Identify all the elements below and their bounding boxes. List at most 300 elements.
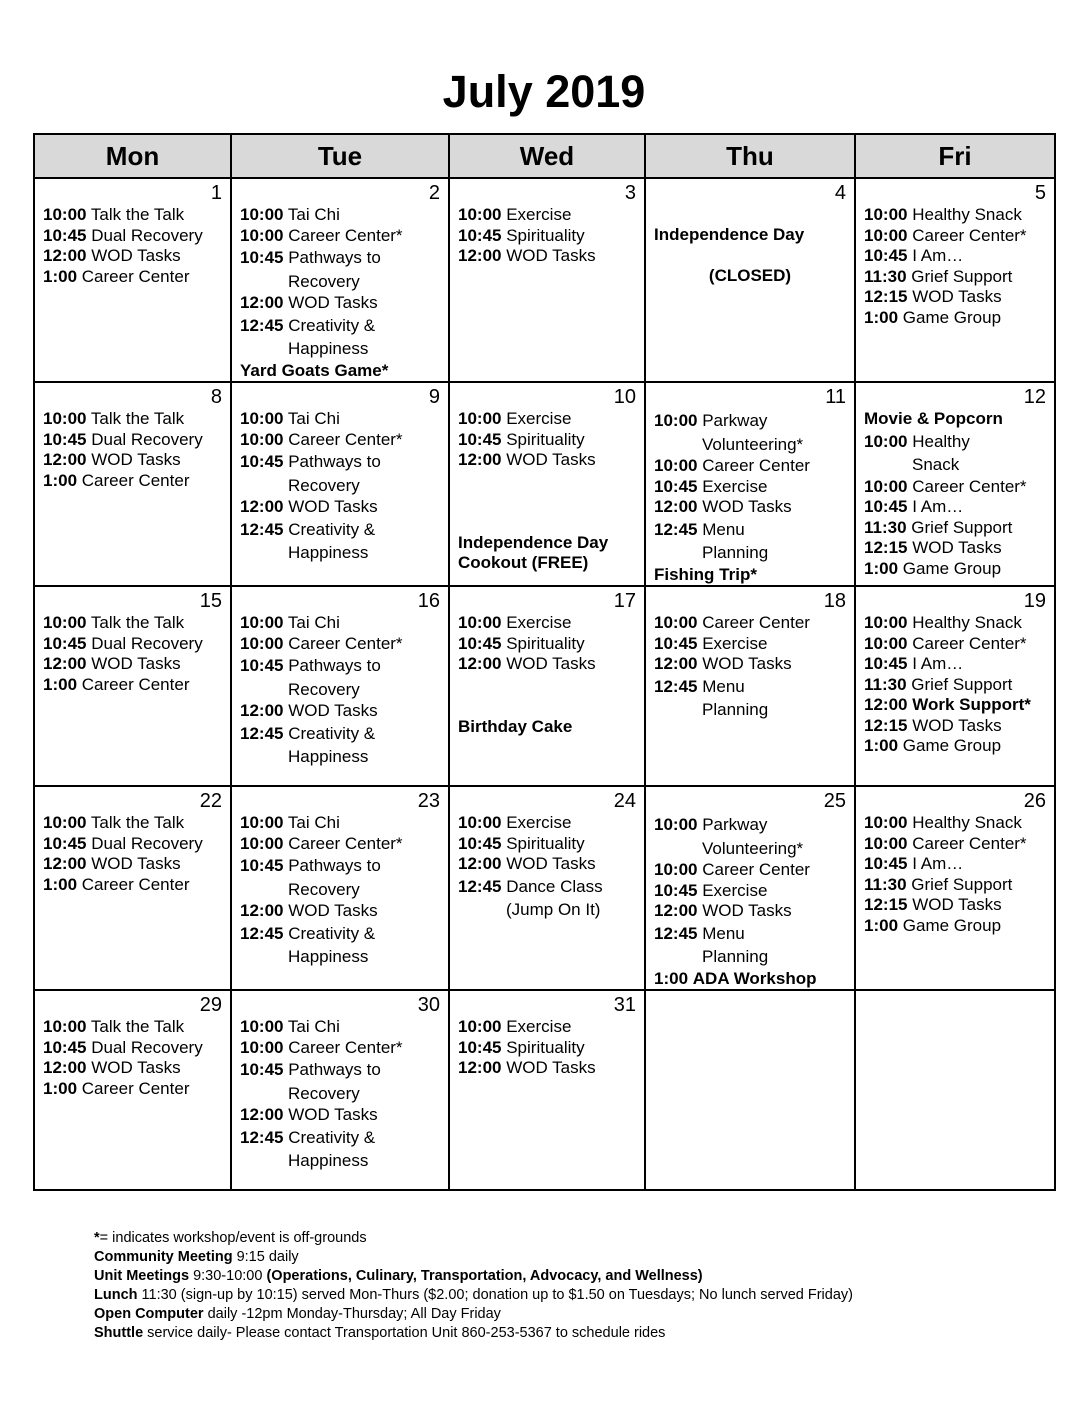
event-label: Spirituality [506, 833, 585, 853]
footnote-line [94, 1229, 853, 1248]
day-number: 4 [834, 182, 846, 204]
day-number: 9 [428, 386, 440, 408]
event-item [240, 205, 440, 226]
event-label: Career Center* [912, 633, 1027, 653]
event-time: 10:45 [43, 429, 87, 449]
event-item [654, 881, 846, 902]
event-time: 10:45 [43, 633, 87, 653]
spacer [654, 246, 846, 266]
event-item [864, 477, 1046, 498]
spacer [458, 675, 636, 717]
event-time: 10:00 [458, 1017, 502, 1036]
event-label: Talk the Talk [90, 409, 185, 428]
event-item [458, 634, 636, 655]
event-time: 10:00 [864, 431, 908, 451]
event-label: WOD Tasks [91, 854, 181, 873]
event-label: WOD Tasks [702, 654, 792, 673]
event-label: Creativity & [288, 723, 376, 743]
event-label: Spirituality [506, 225, 585, 245]
event-label: Game Group [902, 736, 1002, 755]
event-label: Spirituality [506, 1037, 585, 1057]
event-time: 10:00 [654, 411, 698, 430]
event-time: 10:00 [240, 205, 284, 224]
event-label: Exercise [506, 1017, 572, 1036]
event-time: 12:00 [458, 450, 502, 469]
day-cell [449, 382, 645, 586]
event-time: 10:00 [240, 409, 284, 428]
event-label: Pathways to [288, 656, 381, 675]
event-item [864, 287, 1046, 308]
day-number: 11 [825, 386, 846, 408]
calendar-grid [33, 133, 1056, 1191]
event-time: 12:15 [864, 287, 908, 306]
event-time: 1:00 [43, 266, 78, 286]
event-item [654, 675, 846, 699]
event-label: Work Support* [912, 695, 1031, 714]
footnote-key: Unit Meetings [94, 1268, 190, 1284]
event-item [864, 654, 1046, 675]
event-time: 1:00 [43, 1078, 78, 1098]
event-item [240, 922, 440, 946]
event-label: Creativity & [288, 923, 376, 943]
event-label: Tai Chi [287, 613, 340, 632]
event-item [240, 293, 440, 314]
event-label: Tai Chi [287, 409, 340, 428]
week-row [34, 586, 1055, 786]
event-label-continued: Recovery [288, 1083, 360, 1103]
event-item [458, 205, 636, 226]
event-item [240, 450, 440, 474]
event-time: 12:15 [864, 895, 908, 914]
event-time: 10:45 [458, 429, 502, 449]
event-time: 11:30 [864, 517, 907, 537]
event-time: 12:45 [240, 315, 284, 335]
event-label-continued: Planning [702, 700, 769, 719]
day-number: 25 [823, 790, 846, 812]
event-label: Parkway [702, 815, 768, 834]
event-time: 12:00 [654, 654, 698, 673]
event-label: Menu [702, 923, 745, 943]
event-time: 10:45 [43, 833, 87, 853]
event-label: Dual Recovery [91, 1037, 203, 1057]
event-time: 12:00 [654, 901, 698, 920]
event-highlight: Movie & Popcorn [864, 409, 1003, 428]
event-label: Creativity & [288, 315, 376, 335]
event-item [864, 538, 1046, 559]
event-time: 10:00 [43, 205, 87, 224]
event-label: Career Center* [912, 476, 1027, 496]
event-label: WOD Tasks [288, 293, 378, 312]
event-label: Creativity & [288, 1127, 376, 1147]
event-item [43, 471, 222, 492]
event-label: Career Center* [288, 429, 403, 449]
event-highlight: (CLOSED) [708, 265, 792, 285]
empty-day-cell [855, 990, 1055, 1190]
event-label: Exercise [506, 813, 572, 832]
event-time: 10:00 [864, 613, 908, 632]
event-label-continued: Happiness [288, 543, 369, 562]
event-item [864, 834, 1046, 855]
event-time: 1:00 [864, 558, 899, 578]
event-label: WOD Tasks [506, 450, 596, 469]
footnote-key: Community Meeting [94, 1249, 233, 1265]
event-item [458, 409, 636, 430]
event-item [654, 654, 846, 675]
day-cell [645, 786, 855, 990]
event-label: Career Center* [912, 833, 1027, 853]
event-item [654, 497, 846, 518]
event-time: 12:00 [43, 854, 87, 873]
event-label: WOD Tasks [912, 895, 1002, 914]
day-cell [449, 990, 645, 1190]
event-item [43, 613, 222, 634]
event-time: 12:45 [654, 519, 698, 539]
day-number: 15 [199, 590, 222, 612]
event-label: Exercise [506, 205, 572, 224]
spacer [458, 471, 636, 513]
event-item [240, 1105, 440, 1126]
footnote-text: service daily- Please contact Transportation Unit 860-253-5367 to schedule rides [143, 1325, 666, 1341]
event-item [240, 722, 440, 746]
event-label: WOD Tasks [506, 246, 596, 265]
event-label: Grief Support [911, 266, 1013, 286]
footnote-text: 9:15 daily [232, 1249, 299, 1265]
event-time: 12:00 [864, 695, 908, 714]
event-item [43, 226, 222, 247]
event-time: 10:00 [240, 813, 284, 832]
event-time: 12:45 [240, 723, 284, 743]
event-time: 12:00 [240, 293, 284, 312]
event-item [458, 613, 636, 634]
event-item [864, 308, 1046, 329]
event-item [864, 895, 1046, 916]
day-number: 26 [1023, 790, 1046, 812]
footnotes [94, 1229, 853, 1343]
event-time: 10:45 [240, 1060, 284, 1079]
day-cell [231, 586, 449, 786]
event-label-continued: Recovery [288, 271, 360, 291]
event-item [43, 813, 222, 834]
day-cell [231, 382, 449, 586]
footnote-key: Open Computer [94, 1306, 204, 1322]
event-item [864, 695, 1046, 716]
day-cell [855, 786, 1055, 990]
day-cell [34, 990, 231, 1190]
event-item [864, 916, 1046, 937]
day-cell [34, 178, 231, 382]
event-item [458, 654, 636, 675]
event-time: 12:00 [654, 497, 698, 516]
event-item [240, 654, 440, 678]
event-label: Healthy [912, 431, 970, 451]
event-label: WOD Tasks [912, 715, 1002, 735]
week-row [34, 990, 1055, 1190]
event-label: WOD Tasks [702, 497, 792, 516]
event-item [458, 246, 636, 267]
event-time: 12:00 [43, 246, 87, 265]
event-label: Career Center [81, 674, 190, 694]
event-label-continued: Happiness [288, 947, 369, 966]
event-item [654, 518, 846, 542]
event-time: 10:00 [240, 613, 284, 632]
footnote-key: Lunch [94, 1287, 138, 1303]
day-cell [231, 178, 449, 382]
event-highlight: Cookout (FREE) [458, 553, 589, 572]
event-item [864, 716, 1046, 737]
day-number: 22 [199, 790, 222, 812]
event-item [240, 813, 440, 834]
spacer [654, 205, 846, 225]
event-label: I Am… [912, 497, 964, 516]
footnote-text: 11:30 (sign-up by 10:15) served Mon-Thurs ($2.00; donation up to $1.50 on Tuesdays; No lunch served Friday) [137, 1287, 853, 1303]
event-item [864, 246, 1046, 267]
event-time: 12:00 [458, 1058, 502, 1077]
event-label: Grief Support [911, 874, 1013, 894]
footnote-line [94, 1305, 853, 1324]
event-label: Career Center* [288, 833, 403, 853]
event-item [654, 613, 846, 634]
event-item [864, 813, 1046, 834]
event-item [240, 1038, 440, 1059]
event-item [43, 875, 222, 896]
event-time: 11:30 [864, 674, 907, 694]
event-time: 10:00 [43, 1017, 87, 1036]
day-cell [645, 382, 855, 586]
event-item [240, 901, 440, 922]
day-number: 8 [210, 386, 222, 408]
week-row [34, 382, 1055, 586]
event-label: Healthy Snack [912, 205, 1022, 224]
event-label: Career Center* [288, 225, 403, 245]
weekday-header: Mon [34, 134, 231, 178]
event-label: Career Center [702, 613, 810, 632]
event-time: 1:00 [864, 915, 899, 935]
day-number: 18 [823, 590, 846, 612]
day-number: 2 [428, 182, 440, 204]
event-time: 10:45 [240, 452, 284, 471]
event-time: 12:00 [43, 654, 87, 673]
event-label: Pathways to [288, 452, 381, 471]
event-item [240, 1126, 440, 1150]
event-label: Exercise [702, 880, 768, 900]
event-time: 11:30 [864, 874, 907, 894]
calendar-body [34, 178, 1055, 1190]
footnote-line [94, 1248, 853, 1267]
page-title: July 2019 [442, 66, 646, 117]
event-time: 12:45 [240, 519, 284, 539]
event-time: 12:00 [240, 1105, 284, 1124]
weekday-header: Thu [645, 134, 855, 178]
event-label: Dual Recovery [91, 833, 203, 853]
event-label: Career Center [702, 860, 810, 879]
event-label: Talk the Talk [90, 613, 185, 632]
event-time: 10:00 [43, 409, 87, 428]
event-time: 10:00 [654, 613, 698, 632]
week-row [34, 786, 1055, 990]
event-item [654, 813, 846, 837]
event-highlight: Yard Goats Game* [240, 360, 389, 380]
event-highlight: Fishing Trip* [654, 564, 757, 584]
day-number: 10 [613, 386, 636, 408]
event-time: 12:45 [240, 1127, 284, 1147]
event-item [43, 854, 222, 875]
event-time: 10:00 [240, 633, 284, 653]
weekday-header: Fri [855, 134, 1055, 178]
event-time: 10:00 [240, 1037, 284, 1057]
event-time: 11:30 [864, 266, 907, 286]
event-label-continued: (Jump On It) [506, 900, 601, 919]
event-label: WOD Tasks [91, 654, 181, 673]
event-time: 10:45 [654, 476, 698, 496]
day-cell [34, 382, 231, 586]
event-time: 10:00 [458, 409, 502, 428]
day-cell [645, 586, 855, 786]
event-item [654, 860, 846, 881]
event-time: 12:00 [458, 246, 502, 265]
event-label: I Am… [912, 246, 964, 265]
event-time: 10:00 [864, 633, 908, 653]
event-item [240, 613, 440, 634]
event-time: 10:00 [458, 813, 502, 832]
event-label: WOD Tasks [288, 901, 378, 920]
event-item [240, 1058, 440, 1082]
event-label: WOD Tasks [912, 287, 1002, 306]
event-label: Exercise [702, 633, 768, 653]
event-time: 10:00 [240, 833, 284, 853]
event-time: 10:45 [240, 856, 284, 875]
event-item [240, 854, 440, 878]
footnote-key: Shuttle [94, 1325, 144, 1341]
event-label: Career Center [702, 456, 810, 475]
event-item [43, 267, 222, 288]
event-label: WOD Tasks [506, 654, 596, 673]
event-item [240, 834, 440, 855]
footnote-text: 9:30-10:00 [189, 1268, 267, 1284]
event-label: Dual Recovery [91, 429, 203, 449]
event-item [43, 246, 222, 267]
event-label-continued: Happiness [288, 1151, 369, 1170]
event-item [864, 430, 1046, 454]
event-label-continued: Snack [912, 455, 960, 474]
event-label: WOD Tasks [702, 901, 792, 920]
weekday-header: Wed [449, 134, 645, 178]
event-item [240, 701, 440, 722]
event-item [864, 559, 1046, 580]
event-label: Pathways to [288, 248, 381, 267]
event-label: WOD Tasks [506, 854, 596, 873]
day-number: 17 [613, 590, 636, 612]
event-time: 10:45 [43, 225, 87, 245]
event-time: 1:00 [654, 968, 689, 988]
event-time: 12:00 [43, 1058, 87, 1077]
event-time: 12:00 [240, 497, 284, 516]
event-label: Talk the Talk [90, 1017, 185, 1036]
event-time: 10:45 [458, 633, 502, 653]
event-item [458, 1017, 636, 1038]
event-label: Pathways to [288, 1060, 381, 1079]
event-label: WOD Tasks [288, 1105, 378, 1124]
event-time: 12:45 [240, 923, 284, 943]
event-time: 10:00 [240, 225, 284, 245]
event-label: Career Center [81, 874, 190, 894]
event-time: 12:00 [240, 901, 284, 920]
event-time: 12:00 [458, 654, 502, 673]
event-item [458, 813, 636, 834]
footnote-key: (Operations, Culinary, Transportation, Advocacy, and Wellness) [266, 1268, 703, 1284]
event-label-continued: Volunteering* [702, 434, 804, 454]
event-label: Career Center* [288, 633, 403, 653]
day-cell [231, 990, 449, 1190]
event-item [458, 430, 636, 451]
day-number: 3 [624, 182, 636, 204]
day-number: 29 [199, 994, 222, 1016]
event-item [458, 1038, 636, 1059]
day-cell [855, 586, 1055, 786]
event-item [43, 675, 222, 696]
event-label: Dance Class [506, 876, 603, 896]
event-label: WOD Tasks [912, 538, 1002, 557]
footnote-line [94, 1267, 853, 1286]
event-item [43, 1038, 222, 1059]
event-label: ADA Workshop [692, 968, 817, 988]
event-highlight: Independence Day [654, 225, 805, 244]
weekday-header: Tue [231, 134, 449, 178]
event-label: Career Center [81, 1078, 190, 1098]
event-time: 10:45 [864, 497, 908, 516]
event-item [458, 1058, 636, 1079]
event-time: 10:00 [240, 1017, 284, 1036]
event-time: 10:00 [864, 205, 908, 224]
event-item [43, 1017, 222, 1038]
event-time: 10:45 [458, 1037, 502, 1057]
event-time: 10:45 [864, 854, 908, 873]
event-item [43, 1058, 222, 1079]
event-item [43, 205, 222, 226]
event-label: I Am… [912, 854, 964, 873]
event-label-continued: Planning [702, 947, 769, 966]
event-item [458, 834, 636, 855]
event-item [654, 456, 846, 477]
event-item [43, 409, 222, 430]
event-time: 10:45 [43, 1037, 87, 1057]
event-time: 10:00 [864, 813, 908, 832]
event-time: 10:00 [458, 613, 502, 632]
event-label: Spirituality [506, 429, 585, 449]
event-label: WOD Tasks [288, 701, 378, 720]
event-item [240, 1017, 440, 1038]
weekday-header-row [34, 134, 1055, 178]
day-number: 30 [417, 994, 440, 1016]
event-time: 10:00 [43, 813, 87, 832]
event-item [864, 497, 1046, 518]
event-label: Exercise [506, 409, 572, 428]
event-label: Talk the Talk [90, 205, 185, 224]
event-time: 12:45 [654, 923, 698, 943]
event-label: WOD Tasks [91, 1058, 181, 1077]
day-number: 16 [417, 590, 440, 612]
event-item [240, 430, 440, 451]
event-item [240, 314, 440, 338]
event-time: 10:45 [240, 248, 284, 267]
day-cell [231, 786, 449, 990]
event-time: 1:00 [43, 674, 78, 694]
event-label: WOD Tasks [91, 246, 181, 265]
day-number: 1 [210, 182, 222, 204]
event-label: Career Center [81, 266, 190, 286]
day-cell [855, 382, 1055, 586]
event-label-continued: Recovery [288, 475, 360, 495]
event-highlight: Birthday Cake [458, 716, 573, 736]
